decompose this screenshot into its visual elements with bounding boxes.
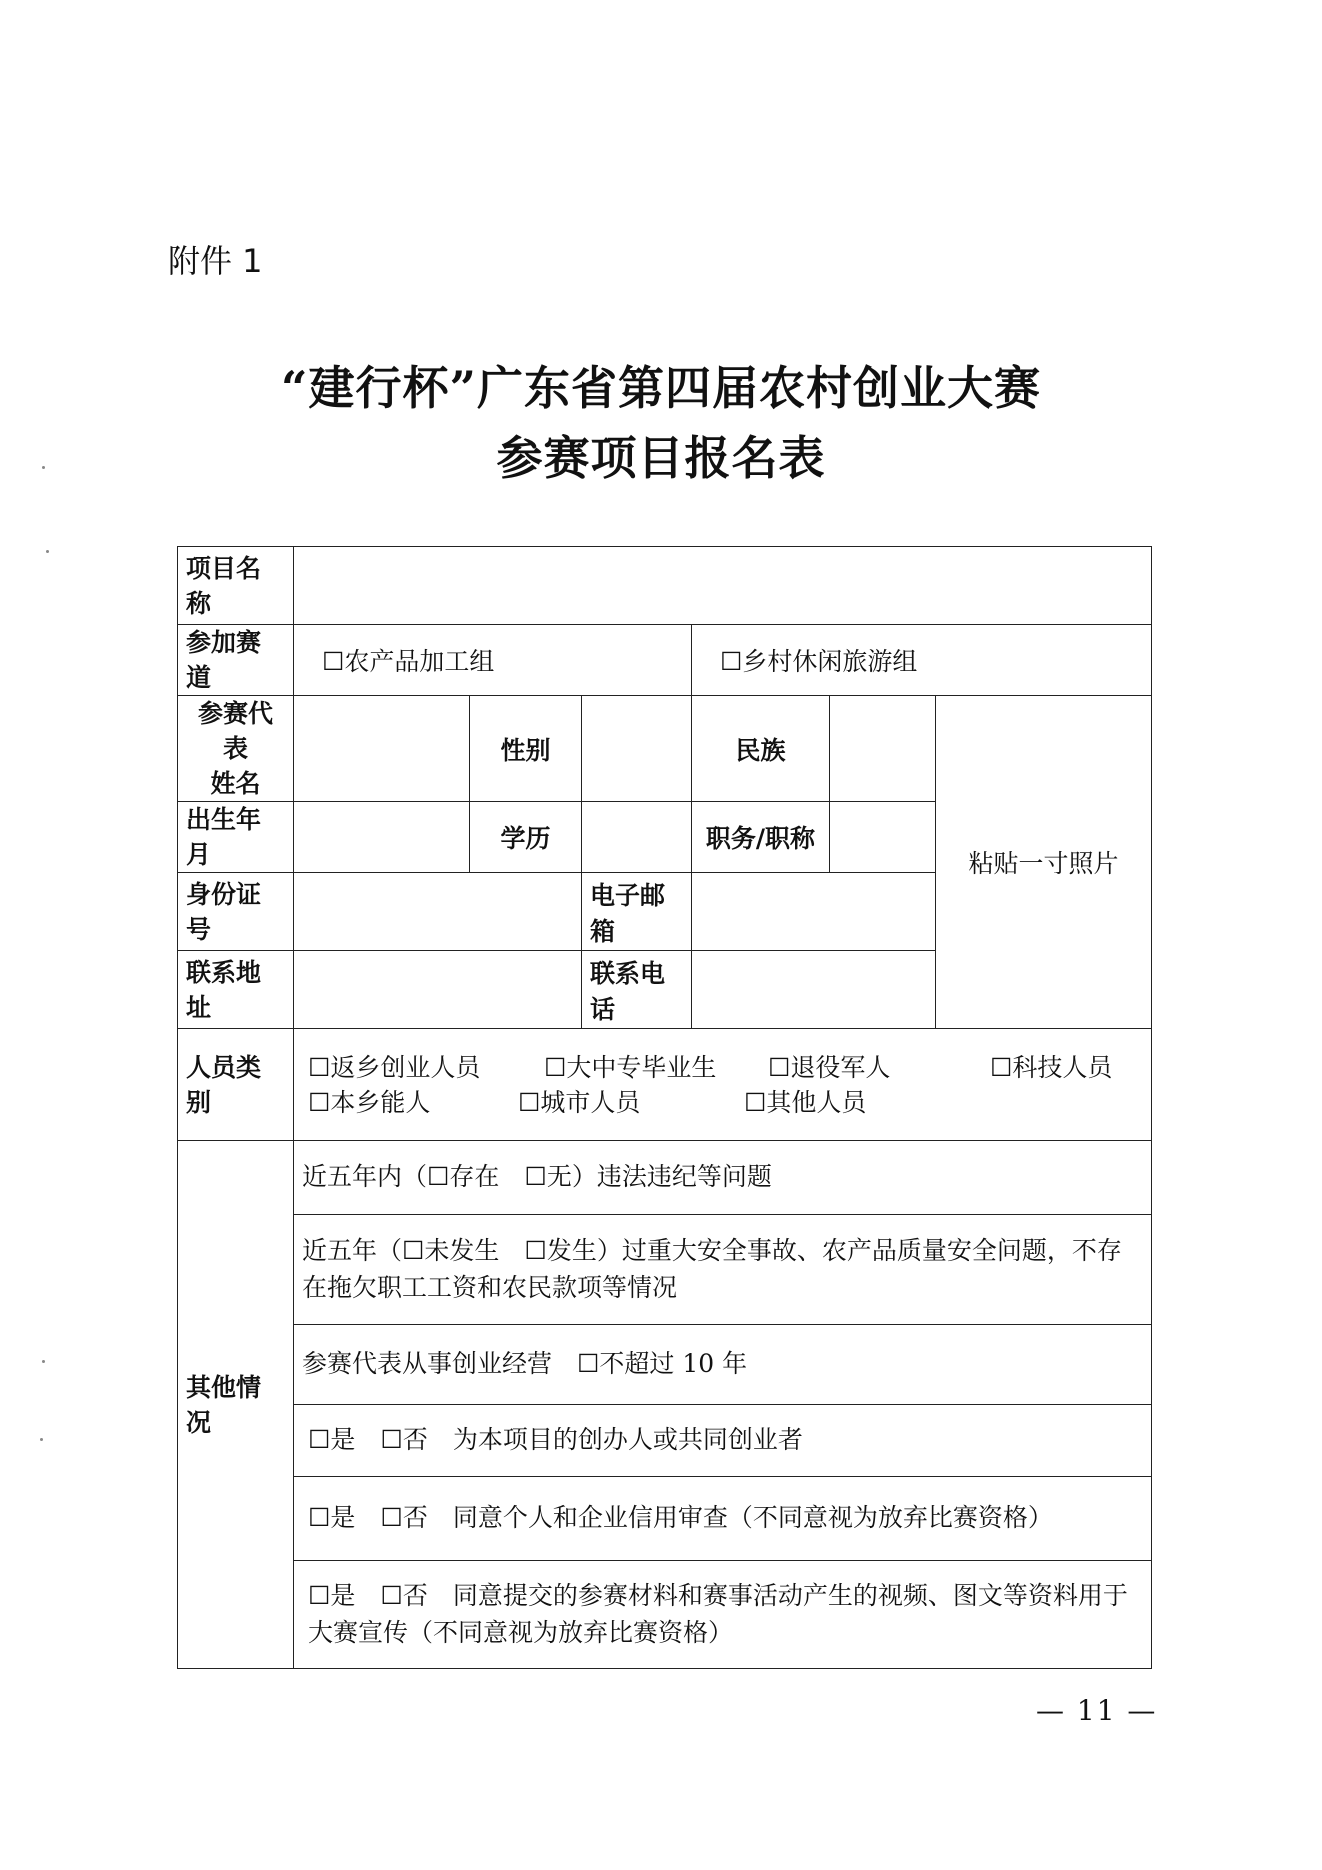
track-option-tourism[interactable]: ☐乡村休闲旅游组 (692, 625, 1152, 696)
education-label: 学历 (470, 802, 582, 873)
category-option-returnee[interactable]: ☐返乡创业人员 (308, 1052, 481, 1082)
id-number-field[interactable] (294, 873, 582, 951)
ethnicity-label: 民族 (692, 696, 830, 802)
track-option-processing[interactable]: ☐农产品加工组 (294, 625, 692, 696)
category-options (294, 1029, 1152, 1141)
job-title-field[interactable] (830, 802, 936, 873)
gender-field[interactable] (582, 696, 692, 802)
job-title-label: 职务/职称 (692, 802, 830, 873)
category-option-urban[interactable]: ☐城市人员 (518, 1087, 641, 1117)
category-row-2 (308, 1085, 1143, 1120)
scan-speck (42, 466, 45, 469)
page-number: — 11 — (1036, 1694, 1158, 1727)
birth-label: 出生年月 (178, 802, 294, 873)
ethnicity-field[interactable] (830, 696, 936, 802)
category-option-tech[interactable]: ☐科技人员 (990, 1052, 1113, 1082)
category-option-graduate[interactable]: ☐大中专毕业生 (544, 1052, 717, 1082)
education-field[interactable] (582, 802, 692, 873)
category-option-veteran[interactable]: ☐退役军人 (768, 1052, 891, 1082)
rep-name-field[interactable] (294, 696, 470, 802)
phone-label: 联系电话 (582, 951, 692, 1029)
form-title: “建行杯”广东省第四届农村创业大赛 (281, 361, 1041, 415)
other-info-label: 其他情况 (178, 1141, 294, 1669)
category-label: 人员类别 (178, 1029, 294, 1141)
email-field[interactable] (692, 873, 936, 951)
registration-form-table (177, 546, 1152, 1669)
other-item-experience[interactable]: 参赛代表从事创业经营 ☐不超过 10 年 (294, 1325, 1152, 1405)
scan-speck (40, 1438, 43, 1441)
scan-speck (42, 1360, 45, 1363)
category-option-other[interactable]: ☐其他人员 (744, 1087, 867, 1117)
other-item-violations[interactable]: 近五年内（☐存在 ☐无）违法违纪等问题 (294, 1141, 1152, 1215)
other-item-publicity[interactable]: ☐是 ☐否 同意提交的参赛材料和赛事活动产生的视频、图文等资料用于大赛宣传（不同意视为放弃比赛资格） (294, 1561, 1152, 1669)
other-item-founder[interactable]: ☐是 ☐否 为本项目的创办人或共同创业者 (294, 1405, 1152, 1477)
id-number-label: 身份证号 (178, 873, 294, 951)
rep-name-label-line1: 参赛代表 (197, 699, 273, 763)
phone-field[interactable] (692, 951, 936, 1029)
photo-box[interactable] (936, 696, 1152, 1029)
email-label: 电子邮箱 (582, 873, 692, 951)
track-label: 参加赛道 (178, 625, 294, 696)
address-label: 联系地址 (178, 951, 294, 1029)
gender-label: 性别 (470, 696, 582, 802)
project-name-label: 项目名称 (178, 547, 294, 625)
address-field[interactable] (294, 951, 582, 1029)
other-item-safety[interactable]: 近五年（☐未发生 ☐发生）过重大安全事故、农产品质量安全问题，不存在拖欠职工工资和农民款项等情况 (294, 1215, 1152, 1325)
category-row-1 (308, 1050, 1143, 1085)
other-item-credit-check[interactable]: ☐是 ☐否 同意个人和企业信用审查（不同意视为放弃比赛资格） (294, 1477, 1152, 1561)
scan-speck (46, 550, 49, 553)
rep-name-label (178, 696, 294, 802)
attachment-label: 附件 1 (168, 242, 263, 280)
rep-name-label-line2: 姓名 (210, 769, 261, 798)
form-subtitle: 参赛项目报名表 (496, 431, 826, 485)
category-option-local[interactable]: ☐本乡能人 (308, 1087, 431, 1117)
birth-field[interactable] (294, 802, 470, 873)
project-name-field[interactable] (294, 547, 1152, 625)
photo-label: 粘贴一寸照片 (968, 849, 1119, 878)
